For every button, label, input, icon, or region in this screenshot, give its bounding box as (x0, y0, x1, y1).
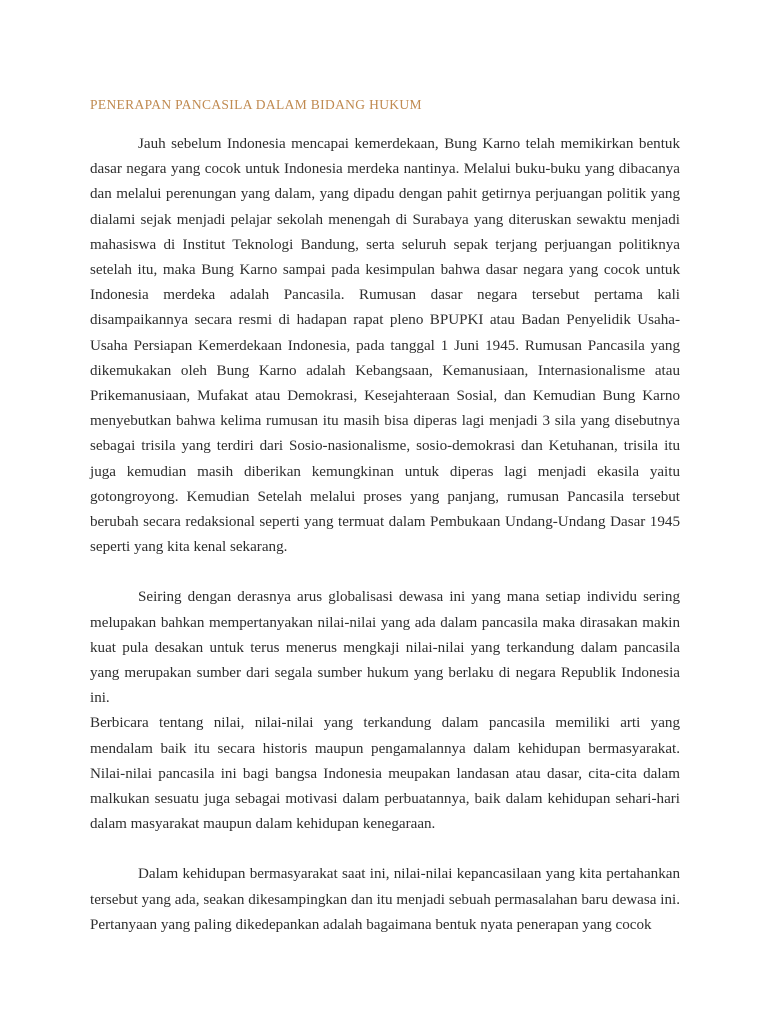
paragraph-4: Dalam kehidupan bermasyarakat saat ini, nilai-nilai kepancasilaan yang kita pertahankan tersebut yang ada, seakan dikesampingkan dan itu menjadi sebuah permasalahan baru dewasa ini. Pertanyaan yang paling dikedepankan adalah bagaimana bentuk nyata penerapan yang cocok (90, 866, 680, 933)
paragraph-3: Berbicara tentang nilai, nilai-nilai yang terkandung dalam pancasila memiliki arti yang mendalam baik itu secara historis maupun pengamalannya dalam kehidupan bermasyarakat. Nilai-nilai pancasila ini bagi bangsa Indonesia meupakan landasan atau dasar, cita-cita dalam malkukan sesuatu juga sebagai motivasi dalam perbuatannya, baik dalam kehidupan sehari-hari dalam masyarakat maupun dalam kehidupan kenegaraan. (90, 715, 680, 833)
document-content (90, 96, 680, 938)
page-title: PENERAPAN PANCASILA DALAM BIDANG HUKUM (90, 97, 422, 112)
paragraph-1: Jauh sebelum Indonesia mencapai kemerdekaan, Bung Karno telah memikirkan bentuk dasar negara yang cocok untuk Indonesia merdeka nantinya. Melalui buku-buku yang dibacanya dan melalui perenungan yang dalam, yang dipadu dengan pahit getirnya perjuangan politik yang dialami sejak menjadi pelajar sekolah menengah di Surabaya yang diteruskan sewaktu menjadi mahasiswa di Institut Teknologi Bandung, serta seluruh sepak terjang perjuangan politiknya setelah itu, maka Bung Karno sampai pada kesimpulan bahwa dasar negara yang cocok untuk Indonesia merdeka adalah Pancasila. Rumusan dasar negara tersebut pertama kali disampaikannya secara resmi di hadapan rapat pleno BPUPKI atau Badan Penyelidik Usaha-Usaha Persiapan Kemerdekaan Indonesia, pada tanggal 1 Juni 1945. Rumusan Pancasila yang dikemukakan oleh Bung Karno adalah Kebangsaan, Kemanusiaan, Internasionalisme atau Prikemanusiaan, Mufakat atau Demokrasi, Kesejahteraan Sosial, dan Kemudian Bung Karno menyebutkan bahwa kelima rumusan itu masih bisa diperas lagi menjadi 3 sila yang disebutnya sebagai trisila yang terdiri dari Sosio-nasionalisme, sosio-demokrasi dan Ketuhanan, trisila itu juga kemudian masih diberikan kemungkinan untuk diperas lagi menjadi ekasila yaitu gotongroyong. Kemudian Setelah melalui proses yang panjang, rumusan Pancasila tersebut berubah secara redaksional seperti yang termuat dalam Pembukaan Undang-Undang Dasar 1945 seperti yang kita kenal sekarang. (90, 136, 680, 556)
paragraph-2: Seiring dengan derasnya arus globalisasi dewasa ini yang mana setiap individu sering melupakan bahkan mempertanyakan nilai-nilai yang ada dalam pancasila maka dirasakan makin kuat pula desakan untuk terus menerus mengkaji nilai-nilai yang terkandung dalam pancasila yang merupakan sumber dari segala sumber hukum yang berlaku di negara Republik Indonesia ini. (90, 589, 680, 707)
